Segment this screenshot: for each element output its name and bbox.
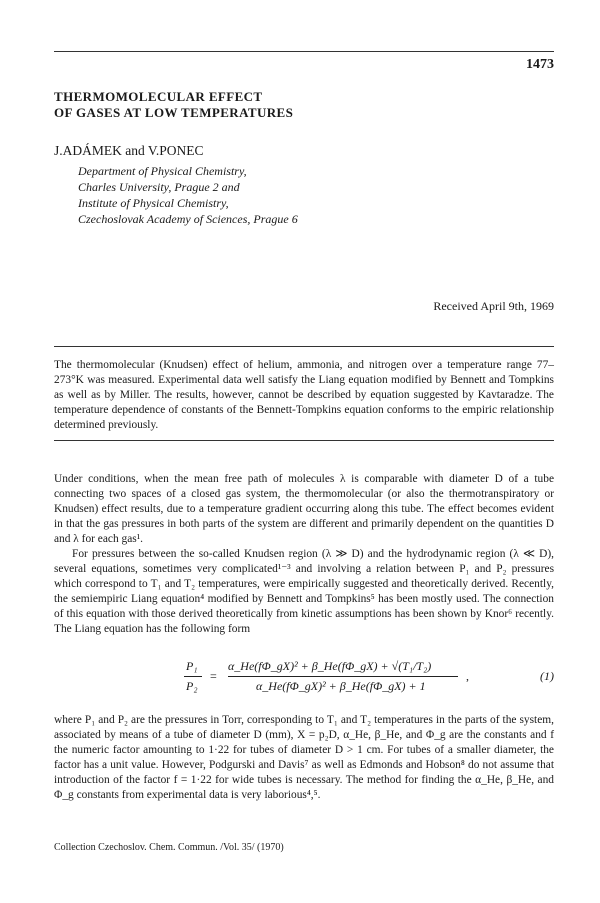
paragraph-3: where P₁ and P₂ are the pressures in Torr, corresponding to T₁ and T₂ temperatures in the parts of the system, associated by means of a tube of diameter D (mm), X = p₂D, α_He, β_He, and Φ_g are the constants and f the numeric factor amounting to 1·22 for tubes of diameter D > 1 cm. For tubes of a smaller diameter, the factor has a unit value. However, Podgurski and Davis⁷ as well as Edmonds and Hobson⁸ do not assume that introduction of the factor f = 1·22 for wide tubes is necessary. The method for finding the α_He, β_He, and Φ_g constants from experimental data is very laborious⁴,⁵. [54, 714, 554, 801]
body-paragraphs-intro [54, 472, 554, 637]
equation-lhs-numerator: P₁ [186, 659, 198, 673]
abstract-rule-bottom [54, 440, 554, 441]
affiliation-line-3: Institute of Physical Chemistry, [78, 196, 229, 210]
equation-rhs-numerator: α_He(fΦ_gX)² + β_He(fΦ_gX) + √(T₁/T₂) [228, 659, 432, 673]
equation-rhs-denominator: α_He(fΦ_gX)² + β_He(fΦ_gX) + 1 [256, 679, 426, 693]
equation-1 [54, 657, 554, 697]
equation-comma: , [466, 669, 469, 683]
equation-equals: = [210, 669, 217, 683]
equation-number: (1) [540, 669, 554, 683]
abstract-rule-top [54, 346, 554, 347]
authors: J.ADÁMEK and V.PONEC [54, 143, 204, 158]
header-rule [54, 51, 554, 52]
paragraph-1: Under conditions, when the mean free path of molecules λ is comparable with diameter D of a tube connecting two spaces of a closed gas system, the thermomolecular (or also the thermotranspiratory or Knudsen) effect results, due to a temperature gradient occurring along this tube. The effect becomes evident in that the gas pressures in both parts of the system are different and primarily dependent on the quantities D and λ for each gas¹. [54, 473, 554, 545]
received-date: Received April 9th, 1969 [433, 299, 554, 313]
affiliation-line-2: Charles University, Prague 2 and [78, 180, 240, 194]
paragraph-2: For pressures between the so-called Knudsen region (λ ≫ D) and the hydrodynamic region (λ ≪ D), several equations, sometimes very complicated¹⁻³ and involving a relation between P₁ and P₂ pressures which correspond to T₁ and T₂ temperatures, were empirically suggested and theoretically derived. Recently, the semiempiric Liang equation⁴ modified by Bennett and Tompkins⁵ has been mostly used. The connection of this equation with those derived theoretically from kinetic assumptions has been shown by Knor⁶ recently. The Liang equation has the following form [54, 548, 554, 635]
equation-lhs-denominator: P₂ [186, 679, 198, 693]
affiliation [78, 163, 298, 227]
abstract: The thermomolecular (Knudsen) effect of helium, ammonia, and nitrogen over a temperature range 77–273°K was measured. Experimental data well satisfy the Liang equation modified by Bennett and Tompkins as well as by Miller. The results, however, cannot be described by equation suggested by Kavtaradze. The temperature dependence of constants of the Bennett-Tompkins equation conforms to the empiric relationship determined previously. [54, 359, 554, 431]
title-line-2: OF GASES AT LOW TEMPERATURES [54, 105, 294, 120]
equation-lhs-fraction-bar [184, 676, 202, 677]
body-paragraph-after-equation [54, 713, 554, 803]
journal-footer: Collection Czechoslov. Chem. Commun. /Vol. 35/ (1970) [54, 842, 284, 853]
affiliation-line-1: Department of Physical Chemistry, [78, 164, 247, 178]
equation-rhs-fraction-bar [228, 676, 458, 677]
title-line-1: THERMOMOLECULAR EFFECT [54, 89, 263, 104]
article-title [54, 89, 293, 121]
page-number: 1473 [526, 57, 554, 72]
affiliation-line-4: Czechoslovak Academy of Sciences, Prague 6 [78, 212, 298, 226]
